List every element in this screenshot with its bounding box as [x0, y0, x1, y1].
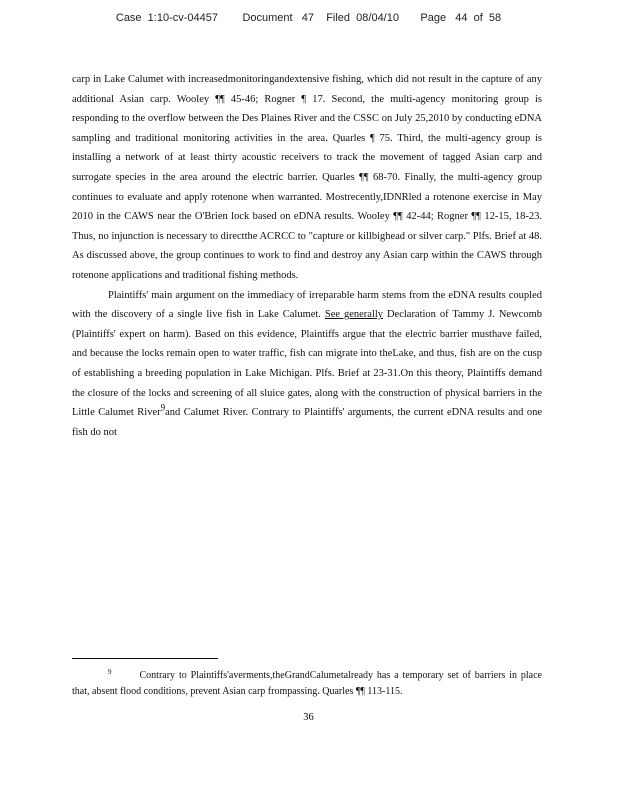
- paragraph-continued: carp in Lake Calumet with increasedmonitoringandextensive fishing, which did not result in the capture of any additional Asian carp. Wooley ¶¶ 45-46; Rogner ¶ 17. Second, the multi-agency monitoring group is responding to the overflow between the Des Plaines River and the CSSC on July 25,2010 by conducting eDNA sampling and traditional monitoring activities in the area. Quarles ¶ 75. Third, the multi-agency group is installing a network of at least thirty acoustic receivers to track the movement of tagged Asian carp and surrogate species in the area around the electric barrier. Quarles ¶¶ 68-70. Finally, the multi-agency group continues to evaluate and apply rotenone when warranted. Mostrecently,IDNRled a rotenone exercise in May 2010 in the CAWS near the O'Brien lock based on eDNA results. Wooley ¶¶ 42-44; Rogner ¶¶ 12-15, 18-23. Thus, no injunction is necessary to directthe ACRCC to "capture or killbighead or silver carp." Plfs. Brief at 48. As discussed above, the group continues to work to find and destroy any Asian carp within the CAWS through rotenone applications and traditional fishing methods.: [72, 74, 542, 281]
- paragraph-text-a: Plaintiffs' main argument on the immediacy of irreparable harm stems from the eDNA results coupled with the discovery of a single live fish in Lake Calumet.: [72, 289, 542, 321]
- footnote-number: 9: [108, 667, 112, 676]
- footnote: [72, 668, 542, 700]
- footnote-separator: [72, 658, 218, 659]
- ecf-header: Case 1:10-cv-04457 Document 47 Filed 08/04/10 Page 44 of 58: [115, 12, 502, 24]
- paragraph-irreparable-harm: [72, 286, 542, 443]
- footnote-reference[interactable]: 9: [160, 402, 166, 413]
- citation-signal: See generally: [324, 309, 384, 321]
- page-number: 36: [303, 712, 314, 723]
- paragraph-text-c: and Calumet River. Contrary to Plaintiffs' arguments, the current eDNA results and one fish do not: [72, 407, 542, 438]
- body-text: [72, 70, 542, 442]
- footnote-text: Contrary to Plaintiffs'averments,theGrandCalumetalready has a temporary set of barriers in place that, absent flood conditions, prevent Asian carp frompassing. Quarles ¶¶ 113-115.: [72, 670, 542, 697]
- paragraph-text-b: Declaration of Tammy J. Newcomb (Plaintiffs' expert on harm). Based on this evidence, Plaintiffs argue that the electric barrier musthave failed, and because the locks remain open to water traffic, fish can migrate into theLake, and thus, fish are on the cusp of establishing a breeding population in Lake Michigan. Plfs. Brief at 23-31.On this theory, Plaintiffs demand the closure of the locks and screening of all sluice gates, along with the construction of physical barriers in the Little Calumet River: [72, 309, 542, 419]
